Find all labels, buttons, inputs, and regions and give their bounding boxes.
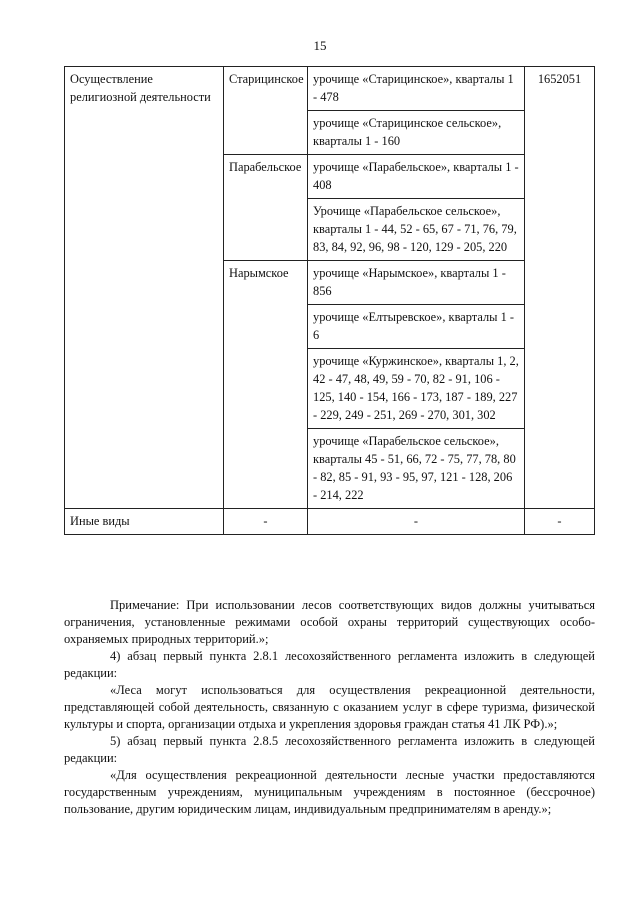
- tract-cell: Урочище «Парабельское сельское», кварталы 1 - 44, 52 - 65, 67 - 71, 76, 79, 83, 84, 92, 96, 98 - 120, 129 - 205, 220: [308, 199, 525, 261]
- tract-cell: урочище «Елтыревское», кварталы 1 - 6: [308, 305, 525, 349]
- district-cell-parabelskoe: Парабельское: [224, 155, 308, 261]
- note-paragraph: Примечание: При использовании лесов соответствующих видов должны учитываться ограничения, установленные режимами особой охраны территорий существующих особо-охраняемых природных территорий.»;: [64, 598, 595, 646]
- district-cell-staritsinskoe: Старицинское: [224, 67, 308, 155]
- tract-cell: урочище «Куржинское», кварталы 1, 2, 42 - 47, 48, 49, 59 - 70, 82 - 91, 106 - 125, 140 - 154, 166 - 173, 187 - 189, 227 - 229, 249 - 251, 269 - 270, 301, 302: [308, 349, 525, 429]
- tract-cell: урочище «Старицинское», кварталы 1 - 478: [308, 67, 525, 111]
- body-text: [64, 597, 595, 818]
- other-district-cell: -: [224, 509, 308, 535]
- area-cell: 1652051: [525, 67, 595, 509]
- tract-cell: урочище «Парабельское», кварталы 1 - 408: [308, 155, 525, 199]
- activity-cell: Осуществление религиозной деятельности: [65, 67, 224, 509]
- amendment-4-text: «Леса могут использоваться для осуществления рекреационной деятельности, представляющей собой деятельность, связанную с оказанием услуг в сфере туризма, физической культуры и спорта, организации отдыха и укрепления здоровья граждан статья 41 ЛК РФ).»;: [64, 683, 595, 731]
- other-area-cell: -: [525, 509, 595, 535]
- amendment-5-text: «Для осуществления рекреационной деятельности лесные участки предоставляются государственным учреждениям, муниципальным учреждениям в постоянное (бессрочное) пользование, другим юридическим лицам, индивидуальным предпринимателям в аренду.»;: [64, 768, 595, 816]
- district-cell-narymskoe: Нарымское: [224, 261, 308, 509]
- forest-use-table: [64, 66, 595, 535]
- other-activity-cell: Иные виды: [65, 509, 224, 535]
- tract-cell: урочище «Парабельское сельское», кварталы 45 - 51, 66, 72 - 75, 77, 78, 80 - 82, 85 - 91, 93 - 95, 97, 121 - 128, 206 - 214, 222: [308, 429, 525, 509]
- amendment-5-paragraph: 5) абзац первый пункта 2.8.5 лесохозяйственного регламента изложить в следующей редакции:: [64, 734, 595, 765]
- page-number: 15: [313, 38, 327, 53]
- tract-cell: урочище «Старицинское сельское», кварталы 1 - 160: [308, 111, 525, 155]
- amendment-4-paragraph: 4) абзац первый пункта 2.8.1 лесохозяйственного регламента изложить в следующей редакции:: [64, 649, 595, 680]
- other-tract-cell: -: [308, 509, 525, 535]
- table-row-other: [65, 509, 595, 535]
- table-row: [65, 67, 595, 111]
- tract-cell: урочище «Нарымское», кварталы 1 - 856: [308, 261, 525, 305]
